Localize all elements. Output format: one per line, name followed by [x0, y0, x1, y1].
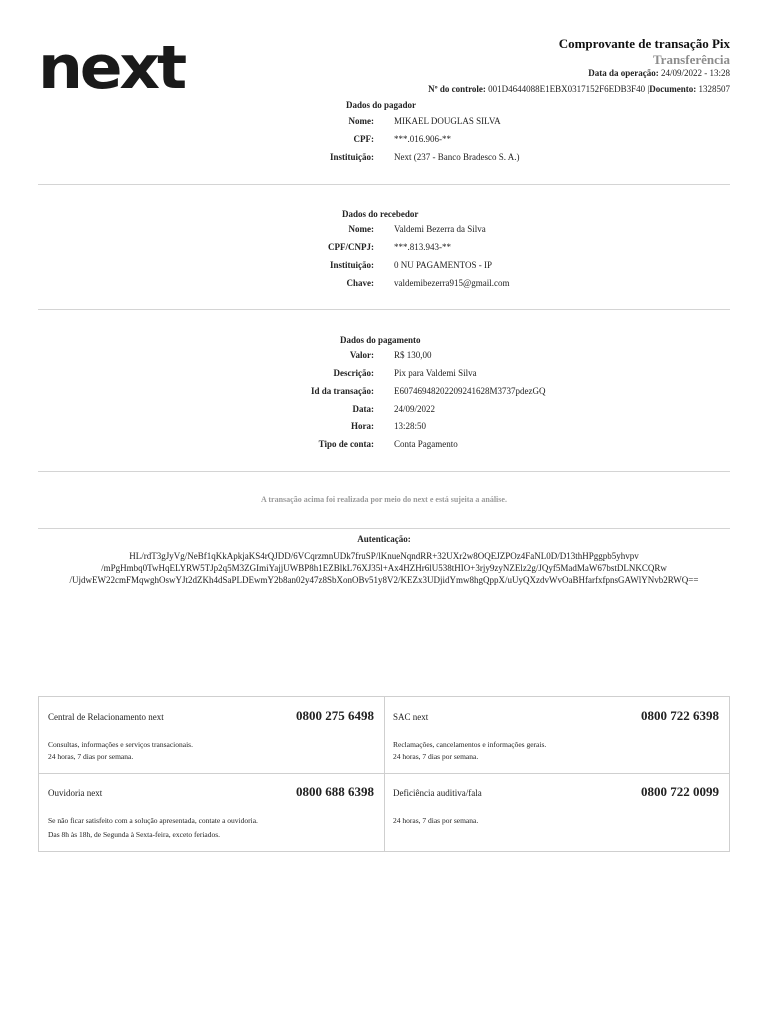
- contact-description-line: Consultas, informações e serviços transacionais.: [48, 740, 193, 749]
- contact-description: [48, 815, 258, 841]
- payer-institution-value: Next (237 - Banco Bradesco S. A.): [394, 152, 520, 162]
- payment-date-label: Data:: [352, 404, 374, 414]
- payment-description-label: Descrição:: [333, 368, 374, 378]
- receiver-cpf-value: ***.813.943-**: [394, 242, 451, 252]
- contact-card-sac: [384, 697, 729, 773]
- payment-row: [0, 368, 768, 382]
- payment-row: [0, 439, 768, 453]
- payer-institution-label: Instituição:: [329, 152, 374, 162]
- payer-row: [0, 116, 768, 130]
- authentication-line: /mPgHmbq0TwHqELYRW5TJp2q5M3ZGImiYajjUWBP8h1EZBlkL76XJ35l+Ax4HZHr6lU538tHIO+3rjy9zyNZElz2g/JQyf5MadMaW67bstDLNKCQRw: [101, 563, 667, 573]
- payment-transaction-id-value: E60746948202209241628M3737pdezGQ: [394, 386, 546, 396]
- receiver-cpf-label: CPF/CNPJ:: [328, 242, 374, 252]
- contact-description-line: 24 horas, 7 dias por semana.: [48, 752, 134, 761]
- operation-date: [588, 68, 730, 78]
- payment-row: [0, 350, 768, 364]
- contact-phone: 0800 722 0099: [641, 784, 719, 799]
- contact-grid: [38, 696, 730, 852]
- contact-description-line: Das 8h às 18h, de Segunda à Sexta-feira, exceto feriados.: [48, 830, 221, 839]
- contact-description-line: Reclamações, cancelamentos e informações gerais.: [393, 740, 547, 749]
- payment-account-type-label: Tipo de conta:: [318, 439, 374, 449]
- receiver-section-title: Dados do recebedor: [342, 209, 419, 219]
- receiver-row: [0, 260, 768, 274]
- next-logo: [38, 42, 188, 94]
- receiver-institution-label: Instituição:: [329, 260, 374, 270]
- payment-amount-value: R$ 130,00: [394, 350, 432, 360]
- payment-row: [0, 386, 768, 400]
- section-divider: [38, 528, 730, 529]
- contact-name: Central de Relacionamento next: [48, 712, 164, 722]
- payer-row: [0, 134, 768, 148]
- authentication-title: Autenticação:: [357, 534, 411, 544]
- payer-cpf-label: CPF:: [353, 134, 374, 144]
- receiver-institution-value: 0 NU PAGAMENTOS - IP: [394, 260, 493, 270]
- payment-section-title: Dados do pagamento: [340, 335, 421, 345]
- contact-name: SAC next: [393, 712, 429, 722]
- receiver-row: [0, 278, 768, 292]
- contact-name: Ouvidoria next: [48, 788, 103, 798]
- contact-card-accessibility: [384, 773, 729, 849]
- payment-amount-label: Valor:: [349, 350, 374, 360]
- receiver-name-value: Valdemi Bezerra da Silva: [394, 224, 486, 234]
- control-label: Nº do controle:: [428, 84, 486, 94]
- contact-phone: 0800 688 6398: [296, 784, 374, 799]
- contact-phone: 0800 722 6398: [641, 708, 719, 723]
- contact-card-ouvidoria: [39, 773, 384, 849]
- section-divider: [38, 471, 730, 472]
- operation-date-label: Data da operação:: [588, 68, 659, 78]
- payment-description-value: Pix para Valdemi Silva: [394, 368, 477, 378]
- control-value: 001D4644088E1EBX0317152F6EDB3F40: [488, 84, 646, 94]
- receiver-row: [0, 242, 768, 256]
- payer-name-value: MIKAEL DOUGLAS SILVA: [394, 116, 501, 126]
- receiver-key-label: Chave:: [346, 278, 374, 288]
- contact-description: [48, 739, 193, 763]
- contact-description-line: 24 horas, 7 dias por semana.: [393, 752, 479, 761]
- payment-row: [0, 404, 768, 418]
- contact-name: Deficiência auditiva/fala: [393, 788, 482, 798]
- payer-row: [0, 152, 768, 166]
- payer-cpf-value: ***.016.906-**: [394, 134, 451, 144]
- payment-row: [0, 421, 768, 435]
- document-value: 1328507: [698, 84, 730, 94]
- contact-description-line: 24 horas, 7 dias por semana.: [393, 816, 479, 825]
- authentication-line: /UjdwEW22cmFMqwghOswYJt2dZKh4dSaPLDEwmY2b8an02y47z8SbXonOBv51y8V2/KEZx3UDjidYmw8hgQppX/uUyQXzdvWvOaBHfarfxfpnsGAWlYNvb2RWQ==: [69, 575, 699, 585]
- contact-description-line: Se não ficar satisfeito com a solução apresentada, contate a ouvidoria.: [48, 816, 258, 825]
- document-title: Comprovante de transação Pix: [558, 36, 730, 51]
- payment-time-label: Hora:: [351, 421, 374, 431]
- receiver-name-label: Nome:: [348, 224, 374, 234]
- contact-card-central: [39, 697, 384, 773]
- payer-section-title: Dados do pagador: [346, 100, 417, 110]
- payer-name-label: Nome:: [348, 116, 374, 126]
- document-subtitle: Transferência: [652, 52, 730, 67]
- receiver-row: [0, 224, 768, 238]
- receiver-key-value: valdemibezerra915@gmail.com: [394, 278, 510, 288]
- analysis-notice: A transação acima foi realizada por meio do next e está sujeita a análise.: [261, 495, 507, 504]
- control-separator: |: [647, 84, 650, 94]
- operation-date-value: 24/09/2022 - 13:28: [661, 68, 730, 78]
- section-divider: [38, 184, 730, 185]
- payment-transaction-id-label: Id da transação:: [310, 386, 374, 396]
- payment-time-value: 13:28:50: [394, 421, 427, 431]
- section-divider: [38, 309, 730, 310]
- payment-date-value: 24/09/2022: [394, 404, 436, 414]
- authentication-line: HL/rdT3gJyVg/NeBf1qKkApkjaKS4rQJDD/6VCqrzmnUDk7fruSP/lKnueNqndRR+32UXr2w8OQEJZPOz4FaNL0D/D13thHPggpb5yhvpv: [129, 551, 639, 561]
- logo-text: next: [38, 42, 187, 94]
- contact-description: [393, 739, 546, 763]
- contact-phone: 0800 275 6498: [296, 708, 374, 723]
- control-number: [428, 84, 730, 94]
- payment-account-type-value: Conta Pagamento: [394, 439, 458, 449]
- document-label: Documento:: [649, 84, 697, 94]
- contact-description: [393, 815, 478, 827]
